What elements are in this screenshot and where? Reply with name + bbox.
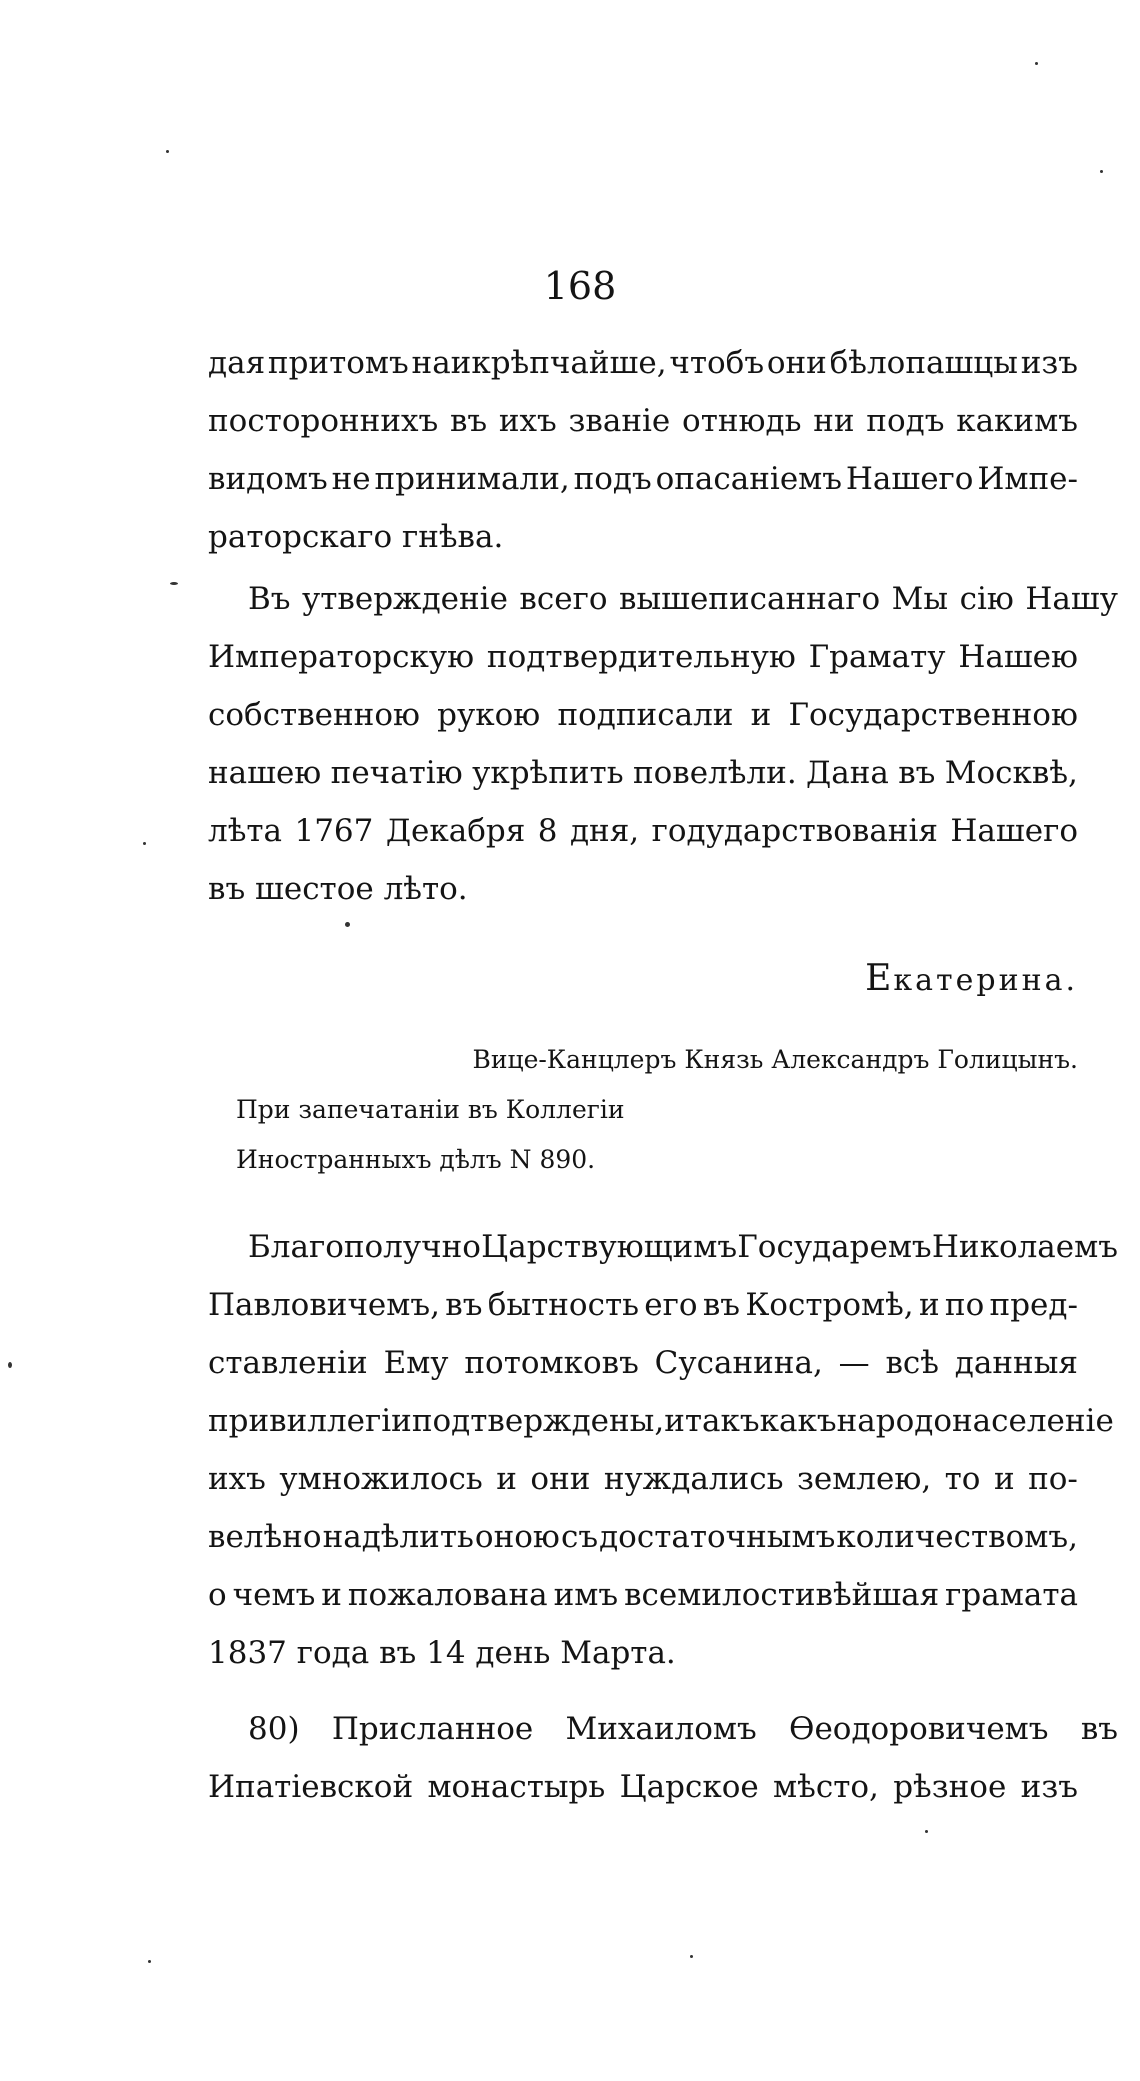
word: собственною bbox=[208, 697, 420, 733]
word: Дана bbox=[806, 755, 889, 791]
word: опасаніемъ bbox=[655, 461, 843, 497]
word: Царствующимъ bbox=[481, 1229, 738, 1265]
text-line bbox=[208, 628, 1078, 686]
word: чемъ bbox=[232, 1577, 316, 1613]
word: всѣ bbox=[885, 1345, 939, 1381]
word: ихъ bbox=[208, 1461, 266, 1497]
word: нуждались bbox=[603, 1461, 784, 1497]
text-line bbox=[208, 1758, 1078, 1816]
word: и bbox=[918, 1287, 940, 1323]
word: данныя bbox=[954, 1345, 1078, 1381]
word: по bbox=[944, 1287, 985, 1323]
word: Императорскую bbox=[208, 639, 475, 675]
scan-speck bbox=[345, 922, 350, 927]
word: ни bbox=[813, 403, 855, 439]
word: монастырь bbox=[427, 1769, 606, 1805]
word: умножилось bbox=[279, 1461, 483, 1497]
word: утвержденіе bbox=[302, 581, 508, 617]
word: дня, bbox=[569, 813, 640, 849]
word: мѣсто, bbox=[773, 1769, 879, 1805]
text-line bbox=[208, 744, 1078, 802]
text-line: 1837 года въ 14 день Марта. bbox=[208, 1635, 676, 1671]
text-line bbox=[208, 1392, 1114, 1450]
word: Присланное bbox=[331, 1711, 534, 1747]
word: Костромѣ, bbox=[745, 1287, 914, 1323]
word: Импе- bbox=[977, 461, 1078, 497]
page-number: 168 bbox=[543, 264, 617, 308]
word: пред- bbox=[989, 1287, 1078, 1323]
word: землею, bbox=[796, 1461, 932, 1497]
word: и bbox=[664, 1403, 685, 1439]
text-line: раторскаго гнѣва. bbox=[208, 519, 504, 555]
word: бытность bbox=[487, 1287, 639, 1323]
text-line bbox=[208, 1218, 1118, 1276]
word: подписали bbox=[557, 697, 734, 733]
word: Москвѣ, bbox=[944, 755, 1078, 791]
text-line bbox=[208, 450, 1078, 508]
word: Царское bbox=[619, 1769, 759, 1805]
word: въ bbox=[445, 1287, 483, 1323]
word: отнюдь bbox=[682, 403, 802, 439]
seal-note-line: Иностранныхъ дѣлъ N 890. bbox=[236, 1145, 596, 1174]
text-line bbox=[208, 1276, 1078, 1334]
scan-speck bbox=[143, 842, 146, 845]
word: въ bbox=[702, 1287, 741, 1323]
text-line bbox=[208, 334, 1078, 392]
word: Грамату bbox=[808, 639, 946, 675]
word: Павловичемъ, bbox=[208, 1287, 440, 1323]
word: наикрѣпчайше, bbox=[411, 345, 667, 381]
word: его bbox=[644, 1287, 698, 1323]
word: они bbox=[530, 1461, 591, 1497]
word: 8 bbox=[537, 813, 558, 849]
word: изъ bbox=[1020, 345, 1078, 381]
word: видомъ bbox=[208, 461, 328, 497]
word: и bbox=[496, 1461, 517, 1497]
word: годударствованія bbox=[651, 813, 938, 849]
text-line bbox=[208, 570, 1118, 628]
word: ставленіи bbox=[208, 1345, 368, 1381]
word: постороннихъ bbox=[208, 403, 439, 439]
text-line bbox=[208, 802, 1078, 860]
text-line bbox=[208, 1566, 1078, 1624]
text-line bbox=[208, 392, 1078, 450]
word: пожалована bbox=[347, 1577, 548, 1613]
word: грамата bbox=[945, 1577, 1078, 1613]
word: народонаселеніе bbox=[836, 1403, 1114, 1439]
word: всемилостивѣйшая bbox=[624, 1577, 940, 1613]
word: нашею bbox=[208, 755, 322, 791]
word: Ѳеодоровичемъ bbox=[789, 1711, 1049, 1747]
word: такъ bbox=[684, 1403, 760, 1439]
word: Нашего bbox=[845, 461, 974, 497]
word: притомъ bbox=[267, 345, 409, 381]
word: Ему bbox=[383, 1345, 449, 1381]
scan-speck bbox=[1035, 62, 1038, 65]
text-line bbox=[208, 1334, 1078, 1392]
word: 1767 bbox=[294, 813, 374, 849]
scan-speck bbox=[8, 1362, 12, 1368]
word: съ bbox=[560, 1519, 599, 1555]
word: подтверждены, bbox=[411, 1403, 665, 1439]
word: потомковъ bbox=[464, 1345, 639, 1381]
word: и bbox=[321, 1577, 342, 1613]
word: печатію bbox=[330, 755, 463, 791]
word: ихъ bbox=[498, 403, 557, 439]
word: рѣзное bbox=[893, 1769, 1007, 1805]
word: изъ bbox=[1020, 1769, 1078, 1805]
word: не bbox=[331, 461, 371, 497]
seal-note-line: При запечатаніи въ Коллегіи bbox=[236, 1095, 625, 1124]
word: Декабря bbox=[385, 813, 526, 849]
word: Нашею bbox=[958, 639, 1078, 675]
word: по- bbox=[1028, 1461, 1078, 1497]
word: то bbox=[944, 1461, 981, 1497]
word: принимали, bbox=[374, 461, 570, 497]
word: повелѣли. bbox=[632, 755, 797, 791]
word: Мы bbox=[891, 581, 949, 617]
word: дая bbox=[208, 345, 266, 381]
word: велѣно bbox=[208, 1519, 322, 1555]
word: вышеписаннаго bbox=[619, 581, 881, 617]
word: о bbox=[208, 1577, 227, 1613]
paragraph-nicholas bbox=[208, 1218, 1118, 1682]
word: Ипатіевской bbox=[208, 1769, 414, 1805]
word: — bbox=[838, 1345, 870, 1381]
word: всего bbox=[519, 581, 608, 617]
text-line bbox=[208, 1700, 1118, 1758]
word: Михаиломъ bbox=[565, 1711, 757, 1747]
vice-chancellor-line: Вице-Канцлеръ Князь Александръ Голицынъ. bbox=[472, 1045, 1078, 1074]
word: и bbox=[750, 697, 772, 733]
scan-speck bbox=[690, 1955, 693, 1958]
word: чтобъ bbox=[669, 345, 765, 381]
word: въ bbox=[898, 755, 936, 791]
word: лѣта bbox=[208, 813, 283, 849]
word: въ bbox=[1080, 1711, 1118, 1747]
word: надѣлить bbox=[322, 1519, 474, 1555]
word: Николаемъ bbox=[931, 1229, 1118, 1265]
word: и bbox=[993, 1461, 1015, 1497]
signature-ekaterina bbox=[865, 950, 1078, 1010]
word: оною bbox=[474, 1519, 560, 1555]
word: рукою bbox=[437, 697, 541, 733]
signature-rest: катерина. bbox=[893, 963, 1078, 998]
word: достаточнымъ bbox=[599, 1519, 836, 1555]
word: бѣлопашцы bbox=[829, 345, 1018, 381]
word: Сусанина, bbox=[654, 1345, 823, 1381]
signature-initial: Е bbox=[865, 958, 894, 999]
scan-speck bbox=[148, 1960, 151, 1963]
scan-speck bbox=[170, 582, 178, 585]
paragraph-confirmation bbox=[208, 570, 1118, 918]
scan-speck bbox=[925, 1830, 928, 1833]
paragraph-item-80 bbox=[208, 1700, 1118, 1816]
text-line bbox=[208, 1450, 1078, 1508]
paragraph-privilege-text bbox=[208, 334, 1078, 566]
text-line: въ шестое лѣто. bbox=[208, 871, 468, 907]
word: какъ bbox=[759, 1403, 837, 1439]
word: Нашего bbox=[950, 813, 1078, 849]
word: Благополучно bbox=[248, 1229, 481, 1265]
text-line bbox=[208, 1508, 1078, 1566]
word: количествомъ, bbox=[836, 1519, 1078, 1555]
word: имъ bbox=[553, 1577, 619, 1613]
text-line bbox=[208, 686, 1078, 744]
word: Государственною bbox=[788, 697, 1078, 733]
word: въ bbox=[449, 403, 488, 439]
word: Государемъ bbox=[737, 1229, 932, 1265]
word: привиллегіи bbox=[208, 1403, 412, 1439]
word: Въ bbox=[248, 581, 291, 617]
word: какимъ bbox=[956, 403, 1078, 439]
word: подъ bbox=[866, 403, 945, 439]
scan-speck bbox=[166, 150, 169, 153]
word: укрѣпить bbox=[472, 755, 624, 791]
word: подтвердительную bbox=[486, 639, 796, 675]
word: сію bbox=[959, 581, 1014, 617]
scan-speck bbox=[1100, 170, 1103, 173]
word: 80) bbox=[248, 1711, 300, 1747]
word: званіе bbox=[568, 403, 671, 439]
word: они bbox=[766, 345, 827, 381]
word: подъ bbox=[573, 461, 652, 497]
word: Нашу bbox=[1025, 581, 1118, 617]
